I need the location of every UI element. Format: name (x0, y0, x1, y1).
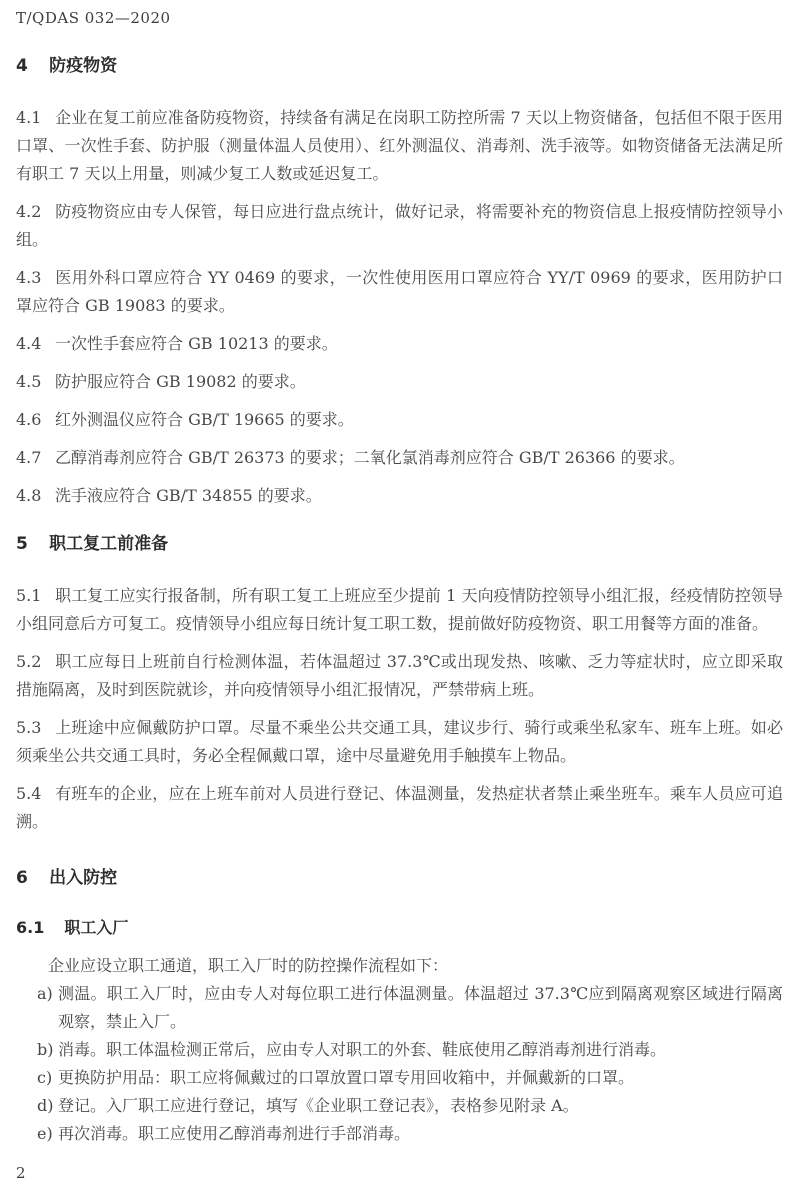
list-item-text: 再次消毒。职工应使用乙醇消毒剂进行手部消毒。 (58, 1124, 411, 1143)
clause-5-2 (16, 648, 783, 704)
clause-4-3 (16, 264, 783, 320)
clause-number: 5.1 (16, 586, 42, 605)
list-item-text: 登记。入厂职工应进行登记，填写《企业职工登记表》，表格参见附录 A。 (58, 1096, 579, 1115)
section-4-title: 防疫物资 (49, 56, 118, 76)
list-marker: d) (37, 1096, 54, 1115)
page-number: 2 (16, 1164, 26, 1182)
clause-text: 防护服应符合 GB 19082 的要求。 (55, 372, 306, 391)
clause-5-1 (16, 582, 783, 638)
clause-text: 防疫物资应由专人保管，每日应进行盘点统计，做好记录，将需要补充的物资信息上报疫情防控领导小组。 (16, 202, 783, 249)
section-5-title: 职工复工前准备 (49, 534, 169, 554)
clause-text: 职工复工应实行报备制，所有职工复工上班应至少提前 1 天向疫情防控领导小组汇报，经疫情防控领导小组同意后方可复工。疫情领导小组应每日统计复工职工数，提前做好防疫物资、职工用餐等方面的准备。 (16, 586, 783, 633)
section-6-1-intro: 企业应设立职工通道，职工入厂时的防控操作流程如下： (48, 956, 449, 975)
clause-text: 乙醇消毒剂应符合 GB/T 26373 的要求；二氧化氯消毒剂应符合 GB/T 26366 的要求。 (55, 448, 685, 467)
section-6-1-number: 6.1 (16, 918, 45, 937)
clause-number: 4.6 (16, 410, 42, 429)
list-item-b (16, 1036, 783, 1064)
clause-text: 职工应每日上班前自行检测体温，若体温超过 37.3℃或出现发热、咳嗽、乏力等症状时，应立即采取措施隔离，及时到医院就诊，并向疫情领导小组汇报情况，严禁带病上班。 (16, 652, 783, 699)
section-5-heading (16, 532, 783, 556)
clause-4-7 (16, 444, 783, 472)
clause-text: 洗手液应符合 GB/T 34855 的要求。 (55, 486, 322, 505)
clause-number: 4.3 (16, 268, 42, 287)
section-4-heading (16, 54, 783, 78)
section-6-1-heading (16, 916, 783, 940)
clause-number: 4.7 (16, 448, 42, 467)
list-marker: c) (37, 1068, 53, 1087)
section-5-number: 5 (16, 534, 28, 554)
list-item-text: 测温。职工入厂时，应由专人对每位职工进行体温测量。体温超过 37.3℃应到隔离观察区域进行隔离观察，禁止入厂。 (58, 984, 783, 1031)
list-item-a (16, 980, 783, 1036)
list-marker: e) (37, 1124, 53, 1143)
clause-text: 企业在复工前应准备防疫物资，持续备有满足在岗职工防控所需 7 天以上物资储备，包括但不限于医用口罩、一次性手套、防护服（测量体温人员使用）、红外测温仪、消毒剂、洗手液等。如物资储备无法满足所有职工 7 天以上用量，则减少复工人数或延迟复工。 (16, 108, 783, 183)
clause-number: 4.5 (16, 372, 42, 391)
clause-5-4 (16, 780, 783, 836)
clause-number: 4.1 (16, 108, 42, 127)
list-marker: a) (37, 984, 53, 1003)
clause-text: 有班车的企业，应在上班车前对人员进行登记、体温测量，发热症状者禁止乘坐班车。乘车人员应可追溯。 (16, 784, 783, 831)
doc-number: T/QDAS 032—2020 (16, 9, 171, 27)
list-marker: b) (37, 1040, 54, 1059)
clause-number: 4.8 (16, 486, 42, 505)
clause-4-4 (16, 330, 783, 358)
list-item-e (16, 1120, 783, 1148)
section-6-number: 6 (16, 868, 28, 888)
clause-text: 一次性手套应符合 GB 10213 的要求。 (55, 334, 338, 353)
clause-text: 红外测温仪应符合 GB/T 19665 的要求。 (55, 410, 354, 429)
entry-procedure-list (16, 980, 783, 1148)
clause-number: 5.4 (16, 784, 42, 803)
section-6-1-title: 职工入厂 (64, 918, 129, 937)
clause-4-5 (16, 368, 783, 396)
clause-4-6 (16, 406, 783, 434)
section-4-number: 4 (16, 56, 28, 76)
clause-4-2 (16, 198, 783, 254)
clause-number: 4.2 (16, 202, 42, 221)
clause-number: 4.4 (16, 334, 42, 353)
list-item-text: 更换防护用品：职工应将佩戴过的口罩放置口罩专用回收箱中，并佩戴新的口罩。 (58, 1068, 635, 1087)
section-6-heading (16, 866, 783, 890)
clause-text: 医用外科口罩应符合 YY 0469 的要求，一次性使用医用口罩应符合 YY/T 0969 的要求，医用防护口罩应符合 GB 19083 的要求。 (16, 268, 783, 315)
clause-number: 5.2 (16, 652, 42, 671)
clause-number: 5.3 (16, 718, 42, 737)
list-item-text: 消毒。职工体温检测正常后，应由专人对职工的外套、鞋底使用乙醇消毒剂进行消毒。 (58, 1040, 667, 1059)
list-item-d (16, 1092, 783, 1120)
section-6-title: 出入防控 (49, 868, 118, 888)
clause-5-3 (16, 714, 783, 770)
clause-4-1 (16, 104, 783, 188)
clause-text: 上班途中应佩戴防护口罩。尽量不乘坐公共交通工具，建议步行、骑行或乘坐私家车、班车上班。如必须乘坐公共交通工具时，务必全程佩戴口罩，途中尽量避免用手触摸车上物品。 (16, 718, 783, 765)
clause-4-8 (16, 482, 783, 510)
list-item-c (16, 1064, 783, 1092)
